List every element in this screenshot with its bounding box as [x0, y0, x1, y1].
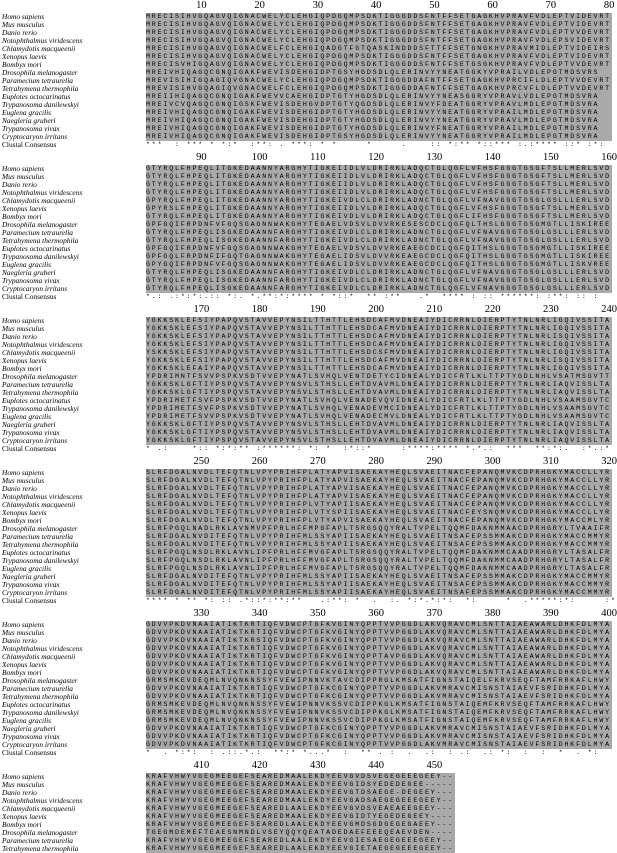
species-names	[2, 13, 144, 149]
position-tick-label: 20	[254, 0, 265, 11]
sequence-row: SLRFPGQLNSDLRKLAVNLIPFPRLHFFMVGFAPLTSRGSQQYRALTVPELTQQMFDAKNMMCAADPRHGRYLTASALFR	[146, 557, 611, 564]
sequence-row: SLRFPGQLNSDLRKLAVNLIPFPRLHFFMVGFAPLTSRGSQQYRALTVPELTQQMFDAKNMMCAADPRHGRYLTASALFR	[146, 565, 611, 572]
position-tick-label: 10	[196, 0, 207, 11]
sequence-row: SLRFDGALNVDLTEFQTNLVPYPRIHFPLVTYAPVISAEKAYHEQLSVAEITNACFEPANQMVKCDPRHGKYMACCMLYR	[146, 517, 611, 524]
sequence-row: KRAFVHWYVGEGMEEGEFSEAREDLAALEKDYEEVGVDSVEAEAEEGEEY---	[146, 805, 455, 812]
species-name: Trypanosoma vivax	[2, 580, 60, 589]
sequence-row: GDVVPKDVNAAIATIKTKRSIQFVDWCPTGFKVGINYQPPTVVPGGDLAKVQRAVCMLSNTTAIAEAWARLDHKFDLMYA	[146, 637, 611, 644]
position-tick-label: 260	[251, 456, 268, 467]
species-name: Chlamydotis macqueenii	[2, 348, 76, 357]
species-name: Euglena gracilis	[2, 108, 52, 117]
position-tick-label: 370	[426, 608, 443, 619]
species-name: Drosophila melanogaster	[2, 68, 78, 77]
species-name: Chlamydotis macqueenii	[2, 500, 76, 509]
consensus-label: Clustal Consensus	[2, 444, 57, 453]
position-ruler	[146, 304, 617, 316]
species-name: Mus musculus	[2, 20, 45, 29]
sequence-area	[146, 317, 617, 452]
sequence-row: GDVVPKDVNAAIATIKTKRTIQFVDWCPTGFKCGINYQPPTVVPGGDLAKVMRAVCMISNSTAIAEVFSRIDHKFDLMYA	[146, 741, 611, 748]
sequence-row: MRECISIHVGQAGVQIGNACWELFCLEHGIQADGTFGTQASKINDDDSFTTFFSETGNGKHVPRAVMIDLEPTVIDEIRS	[146, 45, 611, 52]
sequence-row: YGKKSKLEFAIYPAPQVSTAVVEPYNSILTTHTTLEHSDCAFMVDNEAIYDICRRNLDIERPTYTNLNRLIGQIVSSITA	[146, 365, 611, 372]
position-tick-label: 120	[368, 152, 384, 163]
species-names	[2, 317, 144, 453]
sequence-row: GTYRQLFHPEQLISGKEDAANNFARGHYTIGKEIVDLCLDRIRKLADNCTGLQGFLVFNAVGGGTGSGLGSLLLERLSVD	[146, 229, 611, 236]
species-name: Paramecium tetraurelia	[2, 684, 73, 693]
species-name: Euglena gracilis	[2, 260, 52, 269]
sequence-row: KRAFVHWYVGEGMEEGEFSEAREDLAALEKDYEEVGIESAEGEGEEEGEEY--	[146, 837, 455, 844]
species-names	[2, 773, 144, 853]
sequence-row: YPDRIMNTFSVVPSPKVSDTVVEPYNATLSVHQLVENTDETYCIDNEALYDICFRTLKLTTPTYGDLNHLVSATMSGVTT	[146, 373, 611, 380]
species-name: Notophthalmus viridescens	[2, 188, 83, 197]
species-name: Cryptocaryon irritans	[2, 284, 68, 293]
sequence-row: SLRFDGALNVDLTEFQTNLVPYPRIHFPLATYAPVISAEKAYHEQLSVAEITNACFEPANQMVKCDPRHGKYMACCLLYR	[146, 469, 611, 476]
sequence-row: MREIVHIQAGQCGNQIGAKFWEVISDEHGIDPTGTYHGDSDLQLERINVYYNEATGGRYVPRAILMDLEPGTMDSVRA	[146, 109, 600, 116]
sequence-row: GDVVPKDVNAAIATIKTKRTIQFVDWCPTGFKVGINYQPPTVVPGGDLAKVQRAVCMLSNTTAIAEAWARLDHKFDLMYA	[146, 621, 611, 628]
sequence-row: SLRFDGALNVDITEFQTNLVPYPRIHFMLSSYAPIISAEKAYHEQLSVAEITNSAFEPSSMMAKCDPRHGKYMACCMMYR	[146, 589, 611, 596]
sequence-row: MREIVHIQAGQCGNQIGAKFWEVISDEHGIDPTGTYHGDSDLQLERINVYFNEATGGRYVPRAILMDLEPGTMDSVRA	[146, 125, 600, 132]
sequence-row: GDVVPKDVNAAIATIKTKRTIQFVDWCPTGFKCGINYQPPTVVPGGDLAKVMRAVCMISNSTAIAEVFSRIDHKFDLMYA	[146, 733, 611, 740]
consensus-row: **** * ** *: :: .*::*:**:** .:**: * . :. *:*.*:*: *: * .*****:*: :*	[146, 597, 617, 604]
sequence-row: GPFGQLFRPDNFIFGQTGAGNNWAKGHYTEGAELIDSVLDVVRKEAEGCDCLQGFQITHSLGGGTGSGMGTLLISKIREE	[146, 253, 611, 260]
sequence-row: SLRFPGQLNSDLRKLAVNLIPFPRLHFFMVGFAPLTSRGSQQYRALTVPELTQQMFDAKNMMCAADPRHGRYLTASALFR	[146, 549, 611, 556]
species-name: Homo sapiens	[2, 468, 45, 477]
position-tick-label: 140	[484, 152, 501, 163]
position-tick-label: 210	[426, 304, 443, 315]
species-name: Tetrahymena thermophila	[2, 844, 79, 853]
sequence-row: GRMSMKEVDEQMLNVQNKNSSYFVEWIPNNVKSSVCDIPPKGLKMSATFIGNSTAIQEMFKRVSEQFTAMFRRKAFLHWY	[146, 709, 611, 716]
position-tick-label: 230	[542, 304, 559, 315]
sequence-row: YGKKSKLGFTIYPSPQVSTAVVEPYNSVLSTHSLLEHTDVAVMLDNEAIYDICRRNLDIERPTYTNLNRLIAQVISSLTA	[146, 381, 611, 388]
species-name: Danio rerio	[2, 788, 37, 797]
sequence-row: YGKKSKLEFSIYPAPQVSTAVVEPYNSILTTHTTLEHSDCAFMVDNEAIYDICRRNLDIERPTYTNLNRLIGQIVSSITA	[146, 341, 611, 348]
species-name: Drosophila melanogaster	[2, 524, 78, 533]
position-tick-label: 430	[309, 760, 326, 771]
position-tick-label: 270	[309, 456, 326, 467]
position-tick-label: 80	[603, 0, 615, 11]
sequence-row: MRECISIHVGQAGVQIGNACWELYCLEHGIQPDGQMPSDKTIGGGDDSFNTFFSETGAGKHVPRAVFVDLEPTVIDEVRT	[146, 53, 611, 60]
sequence-row: KRAFVHWYVGEGMEEGEFSEAREDMAALEKDYEEVGADSAEGEGEEEGEEY--	[146, 797, 455, 804]
species-name: Homo sapiens	[2, 316, 45, 325]
species-name: Paramecium tetraurelia	[2, 76, 73, 85]
sequence-row: GPYGQIFRPDNFVFGQSGAGNNWAKGHYTEGAELIDSVLDVVRKEAEGCDCLQGFQITHSLGGGTGSGMGTLLISKVREE	[146, 261, 611, 268]
sequence-row: GPFGQIFRPDNFVFGQSGAGNNWAKGHYTEGAELVDSVLDVVRKEAEGCDCLQGFQITHSLGGGTGSGMGTLLISKIREE	[146, 245, 611, 252]
species-name: Chlamydotis macqueenii	[2, 196, 76, 205]
position-ruler	[146, 0, 615, 12]
sequence-row: GDVVPKDVNAAIATIKTKRTIQFVDWCPTGFKCGINYQPPTVVPGGDLAKVMRAVCMISNSTAIAEVFSRIDHKFDLMYA	[146, 693, 611, 700]
position-tick-label: 160	[601, 152, 617, 163]
sequence-row: SLRFDGALNVDITEFQTNLVPYPRIHFMLSSYAPIISAEKAYHEQLSVAEITNSAFEPSSMMAKCDPRHGKYMACCMMYR	[146, 581, 611, 588]
species-name: Tetrahymena thermophila	[2, 692, 79, 701]
species-name: Drosophila melanogaster	[2, 220, 78, 229]
species-name: Xenopus laevis	[2, 52, 47, 61]
sequence-row: GTYRQLFHPEQLITGKEDAANNYARGHYTIGKEIVDLVLDRIRKLADQCTGLQGFLIFHSFGGGTGSGFTSLLMERLSVD	[146, 213, 611, 220]
position-tick-label: 350	[309, 608, 326, 619]
position-ruler	[146, 760, 612, 772]
species-names	[2, 621, 144, 757]
position-tick-label: 320	[601, 456, 617, 467]
species-name: Euplotes octocarinatus	[2, 244, 71, 253]
species-name: Chlamydotis macqueenii	[2, 804, 76, 813]
position-tick-label: 110	[310, 152, 326, 163]
species-name: Tetrahymena thermophila	[2, 84, 79, 93]
sequence-row: GDVVPKDVNAAIATIKTKRTIQFVDWCPTGFKVGINYQPPTVVPGGDLAKVQRAVCMLSNTTAIAEAWARLDHKFDLMYA	[146, 629, 611, 636]
position-tick-label: 190	[309, 304, 326, 315]
species-name: Trypanosoma danilewskyi	[2, 556, 79, 565]
consensus-label: Clustal Consensus	[2, 140, 57, 149]
position-tick-label: 70	[545, 0, 557, 11]
position-tick-label: 390	[542, 608, 559, 619]
position-tick-label: 310	[542, 456, 559, 467]
sequence-area	[146, 773, 455, 853]
species-name: Homo sapiens	[2, 164, 45, 173]
species-name: Cryptocaryon irritans	[2, 436, 68, 445]
position-tick-label: 40	[370, 0, 382, 11]
consensus-label: Clustal Consensus	[2, 292, 57, 301]
sequence-row: YGKKSKLEFSIYPAPQVSTAVVEPYNSILTTHTTLEHSDCAFMVDNEAIYDICRRNLDIERPTYTNLNRLISQIVSSITA	[146, 357, 611, 364]
species-name: Euglena gracilis	[2, 412, 52, 421]
species-name: Naegleria gruberi	[2, 572, 56, 581]
sequence-row: SLRFDGALNVDITEFQTNLVPYPRIHFMLSSYAPIISAEKAYHEQLSVAEITNSAFEPSSMMAKCDPRHGKYMACCMMYR	[146, 573, 611, 580]
sequence-row: YPDRIMETFSVFPSPKVSDTVVEPYNATLSVHQLVENADEVQVIDNEALYDICFRTLKLTTPTYGDLNHLVSAAMSGVTC	[146, 397, 611, 404]
sequence-row: GTYRQLFHPEQLITGKEDAANNYARGHYTIGKEIIDLVLDRIRKLADQCTGLQGFLVFHSFGGGTGSGFTSLLMERLSVD	[146, 165, 611, 172]
sequence-area	[146, 13, 612, 148]
species-name: Xenopus laevis	[2, 204, 47, 213]
species-names	[2, 469, 144, 605]
species-name: Euplotes octocarinatus	[2, 548, 71, 557]
sequence-row: YPDRIMETFSVVPSPKVSDTVVEPYNATLSVHQLVENADECMVLDNEALYDICFRTLKLTTPTYGDLNHLVSAAMSGVTC	[146, 413, 611, 420]
species-name: Mus musculus	[2, 780, 45, 789]
species-name: Homo sapiens	[2, 772, 45, 781]
sequence-row: YGKKSKLEFSIYPAPQVSTAVVEPYNSILTTHTTLEHSDCAFMVDNEAIYDICRRNLDIERPTYTNLNRLISQIVSSITA	[146, 333, 611, 340]
sequence-row: SLRFDGALNVDLTEFQTNLVPYPRIHFPLATYAPVISAEKAYHEQLSVAEITNACFEPANQMVKCDPRHGKYMACCLLYR	[146, 493, 611, 500]
sequence-row: MREIVHIQAGQCGNQIGAKFWEVISDEHGIDPTGSYHGDSDLQLERINVYYNEATGGKYVPRAILVDLEPGTMDSVRS	[146, 69, 600, 76]
sequence-row: SLRFDGALNVDITEFQTNLVPYPRIHFMLSSYAPIISAEKAYHEQLSVAEITNSAFEPSSMMAKCDPRHGKYMACCMMYR	[146, 533, 611, 540]
species-name: Mus musculus	[2, 476, 45, 485]
sequence-row: SLRFDGALNVDLTEFQTNLVPYPRIHFPLATYAPVISAEKAYHEQLSVAEITNACFEPANQMVKCDPRHGKYMACCLLYR	[146, 485, 611, 492]
species-name: Xenopus laevis	[2, 812, 47, 821]
species-name: Bombyx mori	[2, 516, 42, 525]
sequence-row: GDVVPKDVNAAIATIKTKRTIQFVDWCPTGFKVGINYQPPTVVPGGDLAKVQRAVCMLSNTTAIAEAWARLDHKFDLMYA	[146, 661, 611, 668]
species-name: Notophthalmus viridescens	[2, 36, 83, 45]
sequence-row: MREIIHIQAGQCGNQIGAKFWEVVCAEHGIDPTGTYHGDSDLQLERINVYYNEASGGRYVPRAVLVDLEPGTMDSVRA	[146, 93, 600, 100]
position-tick-label: 300	[484, 456, 501, 467]
position-tick-label: 130	[426, 152, 443, 163]
position-tick-label: 280	[368, 456, 384, 467]
species-name: Euglena gracilis	[2, 716, 52, 725]
sequence-row: GTYRQLFHPEQLISGKEDAANNFARGHYTIGKEIVDLCLDRIRKLADNCTGLQGFLVFNAVGGGTGSGLGSLLLERLSVD	[146, 285, 611, 292]
sequence-row: MRECISIHVGQAGVQIGNACWELYCLEHGIQPDGQMPSDKTIGGGDDSFNTFFSETGAGKHVPRAVFVDLEPTVIDEVRT	[146, 13, 611, 20]
sequence-row: GTYRQLFHPEQLISGKEDAANNFARGHYTIGKEIVDLCLDRIRKLADNCTGLQGFLVFNAVGGGTGSGLGSLLLERLSVD	[146, 237, 611, 244]
sequence-row: GTYRQLFHPEQLITGKEDAANNYARGHYTIGKEIIDLVLDRIRKLADQCTGLQGFLVFHSFGGGTGSGFTSLLMERLSVD	[146, 181, 611, 188]
species-name: Paramecium tetraurelia	[2, 228, 73, 237]
position-tick-label: 440	[368, 760, 384, 771]
sequence-row: GDVVPKDVNAAIATIKTKRTIQFVDWCPTGFKVGINYQPPTVVPGGDLAKVQRAVCMLSNTTAIAEAWARLDHKFDLMYA	[146, 645, 611, 652]
sequence-area	[146, 469, 617, 604]
sequence-row: MREIVHIQAGQCGNQIGAKFWEVISDEHGIDPTGSYHGDSDLQLERINVYYNEATGGRYVPRAILMDLEPGTMDSVRA	[146, 133, 600, 140]
species-name: Cryptocaryon irritans	[2, 740, 68, 749]
sequence-row: YGKKSKLGFTIYPSPQVSTAVVEPYNSVLSTHSLLEHTDVAVMLDNEAIYDICRRNLDIERPTYTNLNRLIAQVISSLTA	[146, 389, 611, 396]
species-name: Trypanosoma danilewskyi	[2, 404, 79, 413]
species-name: Tetrahymena thermophila	[2, 540, 79, 549]
species-name: Trypanosoma vivax	[2, 732, 60, 741]
sequence-row: GDVVPKDVNAAIATIKTKRTIQFVDWCPTGFKVGINYQPPTAVPGGDLAKVQRAVCMLSNTTAIAEAWARLDHKFDLMYA	[146, 653, 611, 660]
species-name: Homo sapiens	[2, 12, 45, 21]
sequence-row: YGKKSKLGFTIYPSPQVSTAVVEPYNSVLSTHSLLEHTDVAVMLDNEAIYDICRRNLDIERPTYTNLNRLIAQVISSLTA	[146, 429, 611, 436]
sequence-row: GDVVPKDVNAAIATIKTKRTIQFVDWCPTGFKCGINYQPPTVVPGGDLAKVMRAVCMISNSTAIAEVFSRIDHKFDLMYA	[146, 685, 611, 692]
species-name: Tetrahymena thermophila	[2, 236, 79, 245]
sequence-row: YPDRIMETFSVFPSPKVSDTVVEPYNATLSVHQLVENADEVMCIDNEALYDICFRTLKLTTPTYGDLNHLVSAAMSGVTC	[146, 405, 611, 412]
position-tick-label: 240	[601, 304, 617, 315]
species-name: Mus musculus	[2, 628, 45, 637]
sequence-row: GRMSMKEVDEQMLNVQNKNSSYFVEWIPNNVKTAVCDIPPRGLKMSATFIGNSTAIQELFKRVSEQFTAMFRRKAFLHWY	[146, 677, 611, 684]
sequence-row: MREVISIHVGQAGIQVGNACWELFCLEHGIQPDGQMPSDKTIGGGDDAFNTFFSETGAGKHVPRCVFLDLEPTVVDEVRT	[146, 85, 611, 92]
consensus-row: * . *:*: : .::.*.: **:* *...* : ** . : . .: : .: .: *: : : * . *:	[146, 749, 612, 757]
position-tick-label: 100	[251, 152, 268, 163]
sequence-row: GPYRSLFHPEQLITGKEDAANNYARGHYTIGKEIIDLVLDRIRKLADQCTGLQGFLVFHSFGGGTGSGFTSLLMERLSVD	[146, 205, 611, 212]
sequence-row: MRECISVHIGQAGVQIGNACWELYCLEHGIQPDGQMPSDKTIGGGDDSFNTFFSETGSGKHVPRAVFVDLEPTVVDEVRT	[146, 61, 611, 68]
sequence-row: MREIVHIQAGQCGNQIGAKFWEVISDEHGIDPTGTYHGDSDLQLERINVYYNEATGGRYVPRAVLMDLEPGTMDSVRA	[146, 117, 600, 124]
sequence-row: GDVVPKDVNAAIATIKTKRTIQFVDWCPTGFKCGINYQPPTVVPGGDLAKVMRAVCMISNSTAIAEVFSRIDHKFDLMYA	[146, 725, 611, 732]
sequence-row: GDVVPKDVNAAIATIKTKRTIQFVDWCPTGFKVGINYQPPTVVPGGDLAKVQRAVCMLSNTTAIAEAWARLDHKFDLMYA	[146, 669, 611, 676]
position-ruler	[146, 608, 617, 620]
position-tick-label: 400	[601, 608, 617, 619]
species-name: Chlamydotis macqueenii	[2, 44, 76, 53]
species-name: Notophthalmus viridescens	[2, 492, 83, 501]
position-tick-label: 30	[312, 0, 324, 11]
position-ruler	[146, 456, 617, 468]
species-name: Bombyx mori	[2, 668, 42, 677]
position-tick-label: 340	[251, 608, 268, 619]
species-name: Paramecium tetraurelia	[2, 380, 73, 389]
species-name: Notophthalmus viridescens	[2, 340, 83, 349]
species-name: Euplotes octocarinatus	[2, 396, 71, 405]
sequence-row: TGEGMDEMEFTEAESNMNDLVSEYQQYQEATADEDAEFEEEQEAEVDEN----	[146, 829, 455, 836]
species-name: Naegleria gruberi	[2, 268, 56, 277]
species-name: Danio rerio	[2, 636, 37, 645]
sequence-row: KRAFVHWYVGEGMEEGEFSEAREDLAALEKDYEEVGIETAEGEGEEEGEEY--	[146, 845, 455, 852]
position-tick-label: 380	[484, 608, 501, 619]
species-name: Xenopus laevis	[2, 660, 47, 669]
species-name: Danio rerio	[2, 28, 37, 37]
sequence-row: YGKKSKLEFSIYPAPQVSTAVVEPYNSILTTHTTLEHSDCAFMVDNEAIYDICRRNLDIERPTYTNLNRLIGQIVSSITA	[146, 325, 611, 332]
species-name: Bombyx mori	[2, 820, 42, 829]
sequence-row: YGKKSKLEFSIYPAPQVSTAVVEPYNSILTTHTTLEHSDCAFMVDNEAIYDICRRNLDIERPTYTNLNRLIGQIVSSITA	[146, 317, 611, 324]
position-tick-label: 200	[368, 304, 384, 315]
sequence-row: GTYRQLFHPEQLISGKEDAANNFARGHYTIGKEIVDLCLDRIRKLADNCTGLQGFLVFNAVGGGTGSGLGSLLLERLSVD	[146, 277, 611, 284]
sequence-row: KRAFVHWYVGEGMEEGEFSEAREDMAALEKDYEEVGIDSYEDEDEGEE-----	[146, 781, 455, 788]
species-name: Drosophila melanogaster	[2, 676, 78, 685]
species-name: Paramecium tetraurelia	[2, 836, 73, 845]
consensus-row: *.: .:*:*:.:: *:. *.**:*:**** * *::* ** :** .* **** : :: ******: :**: :: :	[146, 293, 612, 301]
sequence-row: YSKKSKLEFSIYPAPQVSTAVVEPYNSILTTHTTLEHSDCSFMVDNEAIYDICRRNLDIERPTYTNLNRLIGQIVSSITA	[146, 349, 611, 356]
species-name: Xenopus laevis	[2, 508, 47, 517]
species-name: Euglena gracilis	[2, 564, 52, 573]
sequence-row: MREVISIHIGQAGIQVGNACWELYCLEHGIQPDGQMPSDKTIGGGDDAFNTFFSETGAGKHVPRCIFLDLEPTVVDEVRT	[146, 77, 611, 84]
sequence-row: GTYRQLFHPEQLISGKEDAANNFARGHYTIGKEIVDLCLDRIRKLADNCTGLQGFLVFNAVGGGTGSGLGSLLLERLSVD	[146, 269, 611, 276]
sequence-row: SLRFDGALNVDITEFQTNLVPYPRIHFMLSSYAPIISAEKAYHEQLSVAEITNSAFEPSSMMAKCDPRHGKYMACCMMYR	[146, 541, 611, 548]
species-name: Trypanosoma vivax	[2, 124, 60, 133]
species-name: Danio rerio	[2, 484, 37, 493]
position-tick-label: 410	[193, 760, 210, 771]
sequence-row: YGKKSKLGFTIYPSPQVSTAVVEPYNSVLSTHSLLEHTDVAVMLDNEAIYDICRRNLDIERPTYTNLNRLIAQVISSLTA	[146, 421, 611, 428]
position-tick-label: 450	[426, 760, 443, 771]
sequence-row: GPFGQIFRPDNFVFGQSGAGNNWAKGHYTEGAELVDSVLDVVRKESESCDCLQGFQLTHSLGGGTGSGMGTLLISKIREE	[146, 221, 611, 228]
consensus-row: * .: *:: *:*:** :******: *: * :*::* :****:**** *.*.: *** **:*:. :*.:*	[146, 445, 617, 452]
species-name: Chlamydotis macqueenii	[2, 652, 76, 661]
position-tick-label: 60	[487, 0, 498, 11]
species-name: Naegleria gruberi	[2, 116, 56, 125]
species-name: Naegleria gruberi	[2, 420, 56, 429]
species-name: Paramecium tetraurelia	[2, 532, 73, 541]
sequence-area	[146, 165, 612, 300]
species-name: Naegleria gruberi	[2, 724, 56, 733]
position-tick-label: 180	[251, 304, 268, 315]
sequence-row: KRAFVHWYVGEGMEEGEFSEAREDLAALEKDYEEVGMDSGDGEGEGAEEY---	[146, 821, 455, 828]
position-tick-label: 170	[193, 304, 210, 315]
species-name: Cryptocaryon irritans	[2, 588, 68, 597]
sequence-row: GRMSMKEVDEQMLNVQNKNSSYFVEWIPNNVKSSVCDIPPKGLKMSATFIGNSTAIQEMFKRVSEQFTAMFRRKAFLHWY	[146, 717, 611, 724]
position-tick-label: 290	[426, 456, 443, 467]
position-tick-label: 250	[193, 456, 210, 467]
position-tick-label: 360	[368, 608, 384, 619]
position-ruler	[146, 152, 617, 164]
position-tick-label: 90	[196, 152, 207, 163]
species-name: Trypanosoma vivax	[2, 428, 60, 437]
sequence-row: SLRFDGALNVDLTEFQTNLVPYPRIHFPLATYAPVISAEKAYHEQLSVAEITNACFEPANQMVKCDPRHGKYMACCLLYR	[146, 477, 611, 484]
species-name: Trypanosoma danilewskyi	[2, 708, 79, 717]
species-name: Notophthalmus viridescens	[2, 644, 83, 653]
sequence-area	[146, 621, 612, 756]
species-name: Mus musculus	[2, 172, 45, 181]
sequence-row: SLRFDGALNVDLTEFQTNLVPYPRIHFPLVTYSPIISAEKAYHEQLSVAEITNACFEYSNQMVKCDPRHGKYMACCLLYR	[146, 509, 611, 516]
species-name: Trypanosoma danilewskyi	[2, 100, 79, 109]
species-names	[2, 165, 144, 301]
sequence-row: MRECISIHVGQAGVQIGNACWELYCLEHGIQPDGQMPSDKTIGGGDDSFNTFFSETGAGKHVPRAVFVDLEPTVIDEVRT	[146, 21, 611, 28]
species-name: Danio rerio	[2, 332, 37, 341]
sequence-row: KRAFVHWYVGEGMEEGEFSEAREDMAALEKDYEEVGIDTYEGEDEGEEY----	[146, 813, 455, 820]
species-name: Euplotes octocarinatus	[2, 92, 71, 101]
species-name: Notophthalmus viridescens	[2, 796, 83, 805]
sequence-row: GTYRQLFHPEQLITGKEDAANNYARGHYTIGKEIIDLVLDRIRKLADQCTGLQGFLVFHSFGGGTGSGFTSLLMERLSVD	[146, 173, 611, 180]
sequence-row: GRMSMKEVDEQMLNVQNKNSSYFVEWIPNNVKSSVCDIPPKGLKMSATFIGNSTAIQEMFKRVSEQFTAMFRRKAFLHWY	[146, 701, 611, 708]
sequence-row: KRAFVHWYVGEGMEEGEFSEAREDMAALEKDYEEVGVDSVEGEGEEEGEEY--	[146, 773, 455, 780]
species-name: Euplotes octocarinatus	[2, 700, 71, 709]
consensus-row: *** : *** * *:* :**: . ***: * * * . :: *:** *::*** :.:**** ::* :*:	[146, 141, 612, 149]
consensus-label: Clustal Consensus	[2, 596, 57, 605]
species-name: Xenopus laevis	[2, 356, 47, 365]
sequence-row: MRECISIHVGQAGVQIGNACWELYCLEHGIQPDGQMPSDKTIGGGDDSFNTFFSETGAGKHVPRAVFVDLEPSVIDEVRT	[146, 37, 611, 44]
sequence-row: KRAFVHWYVGEGMEEGEFSEAREDMAALEKDYEEVGTDSAEGE-DEGEEY---	[146, 789, 455, 796]
species-name: Drosophila melanogaster	[2, 828, 78, 837]
species-name: Cryptocaryon irritans	[2, 132, 68, 141]
position-tick-label: 420	[251, 760, 268, 771]
position-tick-label: 150	[542, 152, 559, 163]
position-tick-label: 330	[193, 608, 210, 619]
species-name: Bombyx mori	[2, 364, 42, 373]
species-name: Bombyx mori	[2, 60, 42, 69]
sequence-row: GPYRQLFHPEQLITGKEDAANNYARGHYTIGKEIVDLCLDRIRKLADNCTGLQGFLVFNAVGGGTGSGLGSLLLERLSVD	[146, 197, 611, 204]
position-tick-label: 50	[429, 0, 440, 11]
species-name: Drosophila melanogaster	[2, 372, 78, 381]
sequence-row: YGKKSKLGFTIYPSPQVSTAVVEPYNSVLSTHSLLEHTDVAVMLDNEAIYDICRRNLDIERPTYTNLNRLIAQVISSLTA	[146, 437, 611, 444]
sequence-row: MREIVCVQAGQCGNQIGSKFWEVISDEHGVDPTGTYQGDSDLQLERINVYFDEATGGRYVPRAVLMDLEPGTMDSVRA	[146, 101, 600, 108]
species-name: Trypanosoma vivax	[2, 276, 60, 285]
species-name: Danio rerio	[2, 180, 37, 189]
species-name: Homo sapiens	[2, 620, 45, 629]
sequence-row: MRECISIHVGQAGVQIGNACWELYCLEHGIQPDGQMPSDKTIGGGDDSFNTFFSETGAGKHVPRAVFVDLEPTVVDEVRT	[146, 29, 611, 36]
species-name: Tetrahymena thermophila	[2, 388, 79, 397]
sequence-row: GTYRQLFHPEQLITGKEDAANNYARGHYTIGKEIIDLVLDRIRKLADQCTGLQGFLVFHSFGGGTGSGFTSLLMERLSVD	[146, 189, 611, 196]
species-name: Trypanosoma danilewskyi	[2, 252, 79, 261]
species-name: Mus musculus	[2, 324, 45, 333]
position-tick-label: 220	[484, 304, 501, 315]
consensus-label: Clustal Consensus	[2, 748, 57, 757]
sequence-row: SLRFPGQLNADLRKLAVNMVPFPRLHFFMPGFAPLTSRGSQQYRALTVPELTQQMFDAKNMMAACDPRHGRYLTVAAIFR	[146, 525, 611, 532]
sequence-row: SLRFDGALNVDLTEFQTNLVPYPRIHFPLVTYAPIISAEKAYHEQLSVAEITNACFEPANQMVKCDPRHGKYMACCLLYR	[146, 501, 611, 508]
species-name: Bombyx mori	[2, 212, 42, 221]
